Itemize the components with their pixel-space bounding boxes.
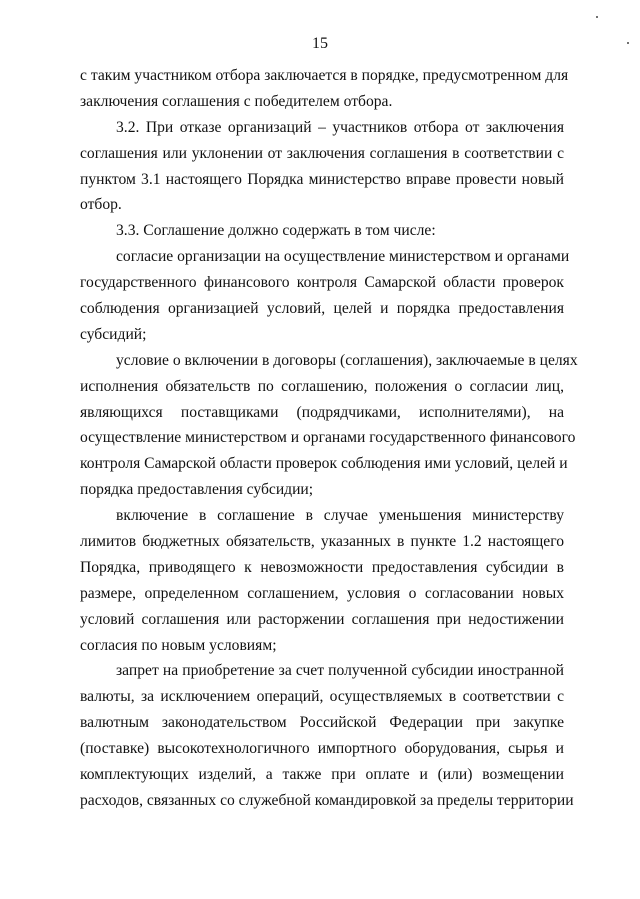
text-line: 3.3. Соглашение должно содержать в том числе: <box>116 222 436 240</box>
text-line: лимитов бюджетных обязательств, указанных в пункте 1.2 настоящего <box>80 533 564 551</box>
text-line: исполнения обязательств по соглашению, положения о согласии лиц, <box>80 377 564 395</box>
text-line: являющихся поставщиками (подрядчиками, исполнителями), на <box>80 403 564 421</box>
text-line: согласия по новым условиям; <box>80 636 277 654</box>
text-line: субсидий; <box>80 325 147 343</box>
text-line: 3.2. При отказе организаций – участников отбора от заключения <box>116 118 564 136</box>
text-line: заключения соглашения с победителем отбора. <box>80 92 393 110</box>
text-line: соглашения или уклонении от заключения соглашения в соответствии с <box>80 144 564 162</box>
text-line: соблюдения организацией условий, целей и порядка предоставления <box>80 300 564 318</box>
body-text <box>80 63 578 814</box>
text-line: расходов, связанных со служебной командировкой за пределы территории <box>80 791 574 809</box>
text-line: согласие организации на осуществление министерством и органами <box>116 248 570 266</box>
text-line: Порядка, приводящего к невозможности предоставления субсидии в <box>80 558 564 576</box>
text-line: пунктом 3.1 настоящего Порядка министерство вправе провести новый <box>80 170 564 188</box>
text-line: условие о включении в договоры (соглашения), заключаемые в целях <box>116 351 578 369</box>
text-line: осуществление министерством и органами государственного финансового <box>80 429 576 447</box>
text-line: порядка предоставления субсидии; <box>80 481 314 499</box>
scan-speck <box>627 42 629 44</box>
text-line: размере, определенном соглашением, условия о согласовании новых <box>80 584 564 602</box>
text-line: отбор. <box>80 196 122 214</box>
text-line: комплектующих изделий, а также при оплате и (или) возмещении <box>80 766 564 784</box>
page-number: 15 <box>312 35 328 52</box>
text-line: валютным законодательством Российской Федерации при закупке <box>80 714 564 732</box>
text-line: валюты, за исключением операций, осуществляемых в соответствии с <box>80 688 564 706</box>
text-line: с таким участником отбора заключается в порядке, предусмотренном для <box>80 67 569 84</box>
scan-speck <box>596 16 598 18</box>
text-line: включение в соглашение в случае уменьшения министерству <box>116 507 564 525</box>
text-line: контроля Самарской области проверок соблюдения ими условий, целей и <box>80 455 568 473</box>
text-line: условий соглашения или расторжении соглашения при недостижении <box>80 610 564 628</box>
text-line: запрет на приобретение за счет полученной субсидии иностранной <box>116 662 564 680</box>
text-line: государственного финансового контроля Самарской области проверок <box>80 274 564 292</box>
text-line: (поставке) высокотехнологичного импортного оборудования, сырья и <box>80 740 564 758</box>
